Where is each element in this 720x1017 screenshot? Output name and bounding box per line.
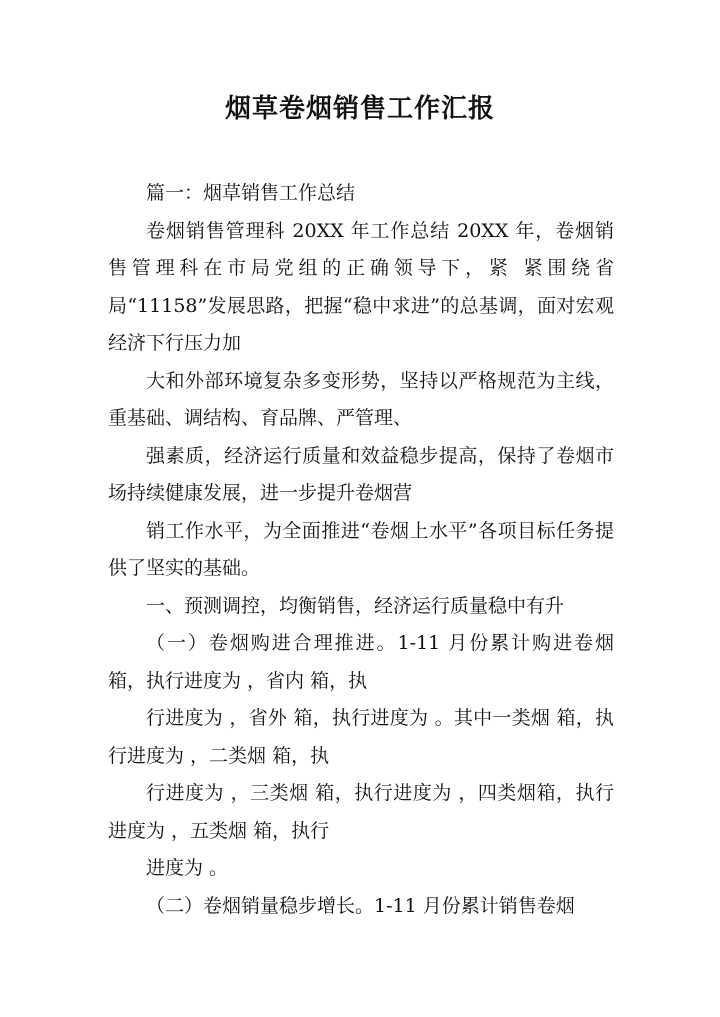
paragraph: 强素质，经济运行质量和效益稳步提高，保持了卷烟市场持续健康发展，进一步提升卷烟营 [108, 444, 614, 504]
paragraph: 卷烟销售管理科 20XX 年工作总结 20XX 年，卷烟销售管理科在市局党组的正确领导下，紧 紧围绕省局“11158”发展思路，把握“稳中求进”的总基调，面对宏观经济下行压力加 [108, 219, 614, 354]
document-title: 烟草卷烟销售工作汇报 [224, 94, 495, 124]
paragraph: 行进度为 ，省外 箱，执行进度为 。其中一类烟 箱，执行进度为 ，二类烟 箱，执 [108, 707, 614, 767]
paragraph: （一）卷烟购进合理推进。1-11 月份累计购进卷烟 箱，执行进度为 ，省内 箱，执 [108, 632, 614, 692]
paragraph: 进度为 。 [146, 857, 229, 879]
paragraph: 大和外部环境复杂多变形势，坚持以严格规范为主线，重基础、调结构、育品牌、严管理、 [108, 369, 614, 429]
paragraph: 行进度为 ，三类烟 箱，执行进度为 ，四类烟箱，执行进度为 ，五类烟 箱，执行 [108, 782, 614, 842]
paragraph: 销工作水平，为全面推进“卷烟上水平”各项目标任务提供了坚实的基础。 [108, 519, 614, 579]
document-body [108, 175, 614, 925]
paragraph: （二）卷烟销量稳步增长。1-11 月份累计销售卷烟 [146, 894, 575, 917]
paragraph-subheading: 一、预测调控，均衡销售，经济运行质量稳中有升 [146, 594, 565, 617]
paragraph-section-heading: 篇一：烟草销售工作总结 [146, 182, 356, 204]
